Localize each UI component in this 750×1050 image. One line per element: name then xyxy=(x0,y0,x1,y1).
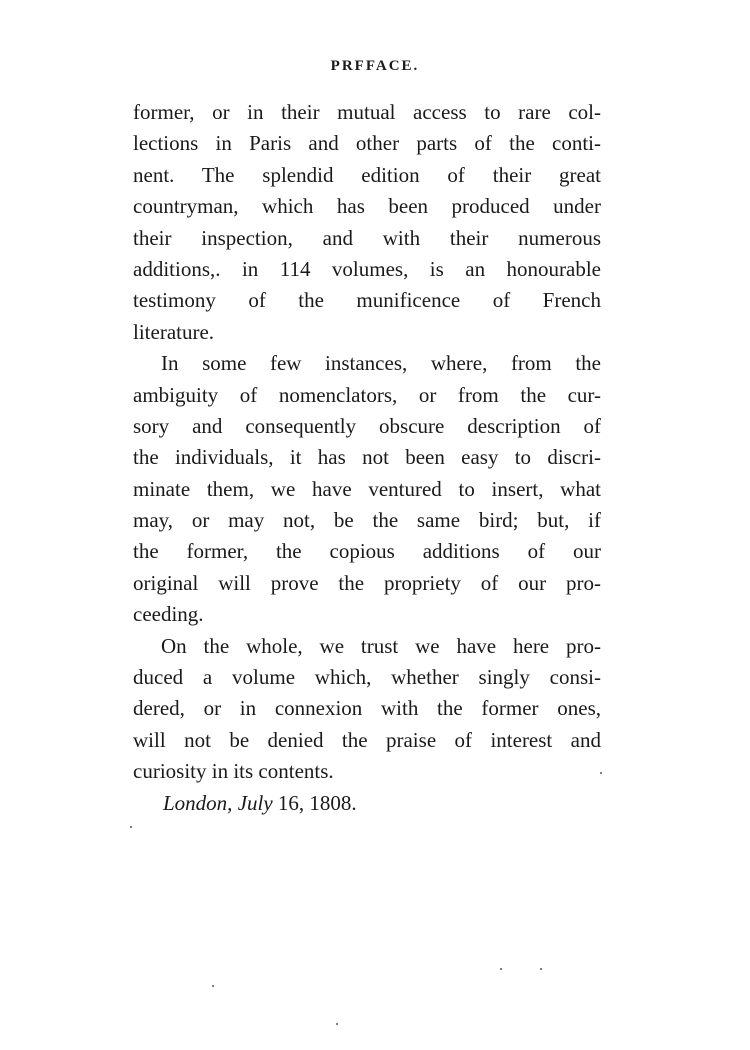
signature-place: London, xyxy=(163,790,233,815)
text-line: former, or in their mutual access to rare col- xyxy=(133,100,601,124)
signature-date: 16, 1808. xyxy=(277,790,357,815)
signature-month: July xyxy=(237,790,273,815)
text-line: lections in Paris and other parts of the conti- xyxy=(133,131,601,156)
text-line: countryman, which has been produced under xyxy=(133,194,601,219)
text-line: the former, the copious additions of our xyxy=(133,539,601,564)
text-line: ambiguity of nomenclators, or from the cur- xyxy=(133,382,601,407)
paper-speck xyxy=(500,968,502,970)
text-line: may, or may not, be the same bird; but, if xyxy=(133,508,601,533)
text-line: dered, or in connexion with the former ones, xyxy=(133,696,601,721)
text-line: ceeding. xyxy=(133,602,204,627)
text-line: original will prove the propriety of our pro- xyxy=(133,570,601,595)
text-line: additions,. in 114 volumes, is an honourable xyxy=(133,256,601,281)
paper-speck xyxy=(600,772,602,774)
running-head: PRFFACE. xyxy=(330,58,420,74)
text-line: testimony of the munificence of French xyxy=(133,288,601,313)
paper-speck xyxy=(212,985,214,987)
text-line: In some few instances, where, from the xyxy=(161,351,601,376)
text-line: will not be denied the praise of interest and xyxy=(133,727,601,752)
text-line: On the whole, we trust we have here pro- xyxy=(161,633,601,658)
text-line: sory and consequently obscure description of xyxy=(133,413,601,438)
text-line: the individuals, it has not been easy to discri- xyxy=(133,445,601,470)
text-line: curiosity in its contents. xyxy=(133,759,334,784)
paper-speck xyxy=(130,826,132,828)
signature-line xyxy=(133,788,601,819)
text-line: duced a volume which, whether singly consi- xyxy=(133,665,601,690)
text-line: literature. xyxy=(133,319,215,344)
paper-speck xyxy=(540,968,542,970)
text-line: their inspection, and with their numerous xyxy=(133,225,601,250)
text-line: minate them, we have ventured to insert, what xyxy=(133,476,601,501)
text-line: nent. The splendid edition of their great xyxy=(133,162,601,187)
paper-speck xyxy=(336,1023,338,1025)
body-text xyxy=(133,97,601,819)
